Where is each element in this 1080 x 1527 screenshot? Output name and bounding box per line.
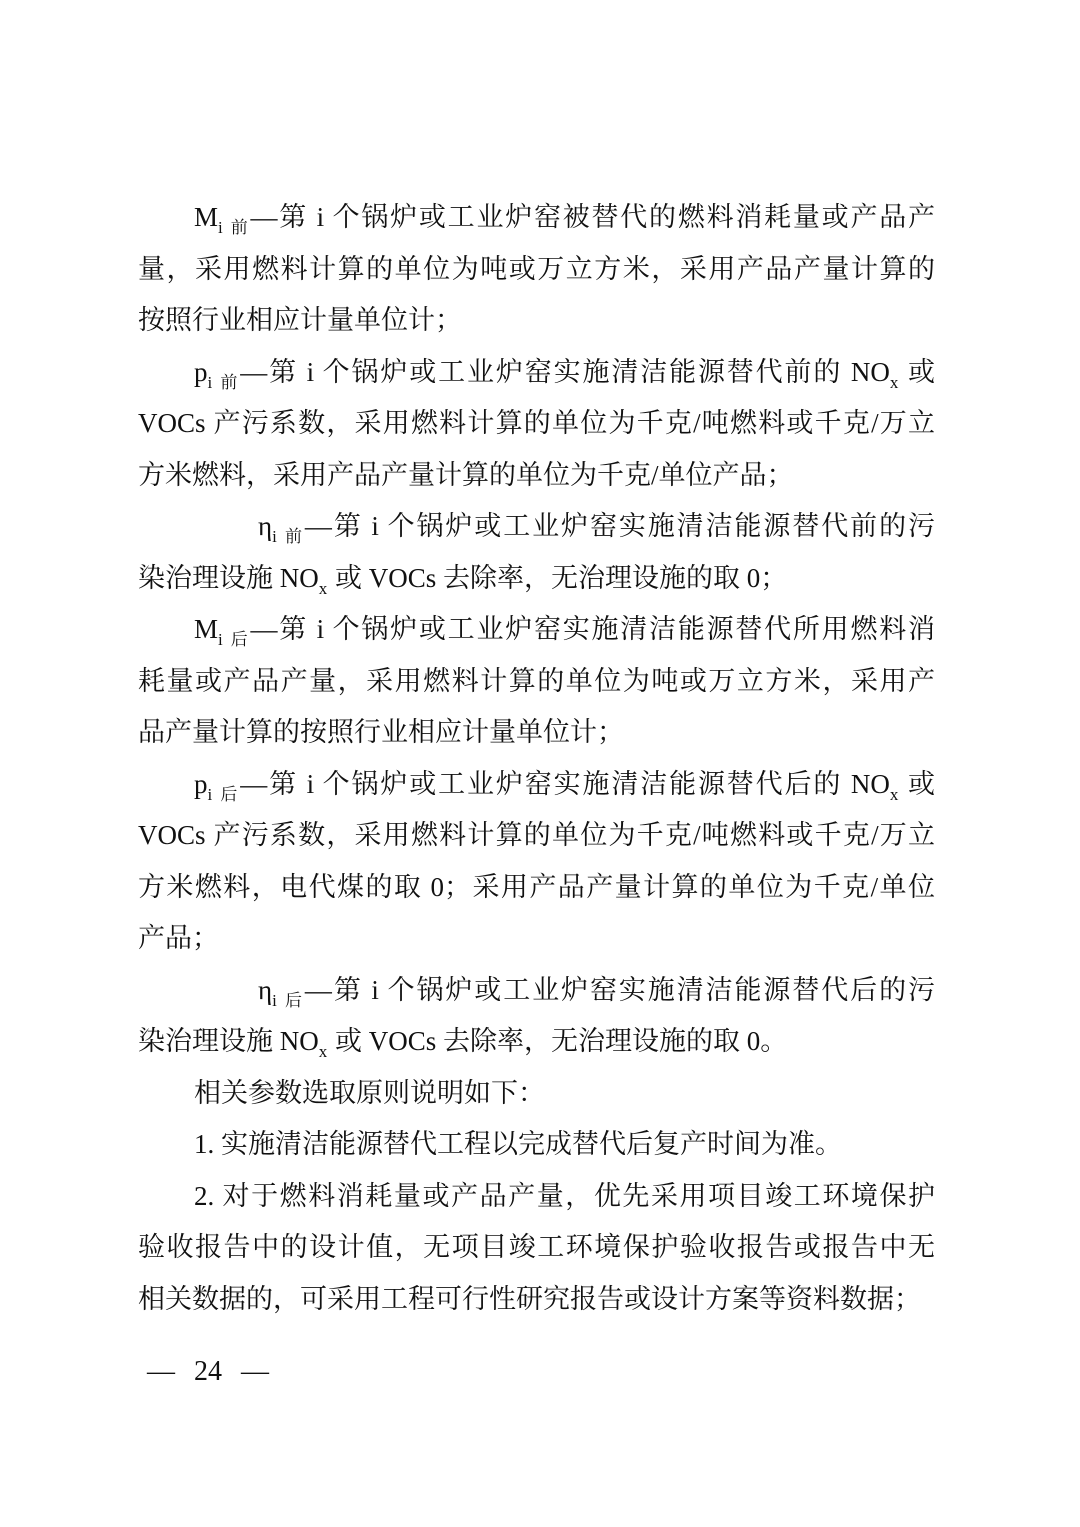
text-run: M xyxy=(194,202,219,232)
text-run: 品产量计算的按照行业相应计量单位计； xyxy=(138,717,624,747)
text-line xyxy=(138,604,935,656)
subscript: i 前 xyxy=(207,372,241,392)
text-line xyxy=(138,1016,935,1068)
text-line xyxy=(138,295,935,347)
text-line xyxy=(138,1222,935,1274)
text-run: 按照行业相应计量单位计； xyxy=(138,305,462,335)
subscript: x xyxy=(889,372,900,392)
text-line xyxy=(138,810,935,862)
text-line xyxy=(138,501,935,553)
text-line xyxy=(138,656,935,708)
text-run: 相关数据的，可采用工程可行性研究报告或设计方案等资料数据； xyxy=(138,1283,921,1314)
text-run: 染治理设施 NO xyxy=(138,562,319,593)
text-line xyxy=(138,1274,935,1326)
text-run: 或 VOCs 去除率，无治理设施的取 0。 xyxy=(328,1026,788,1056)
text-line xyxy=(138,862,935,914)
subscript: x xyxy=(889,784,900,804)
text-run: 或 xyxy=(899,768,936,799)
document-body xyxy=(138,192,935,1325)
text-line xyxy=(138,759,935,811)
text-run: 验收报告中的设计值，无项目竣工环境保护验收报告或报告中无 xyxy=(138,1232,935,1262)
text-run: 量，采用燃料计算的单位为吨或万立方米，采用产品产量计算的 xyxy=(138,253,935,284)
subscript: x xyxy=(318,1042,329,1061)
text-run: —第 i 个锅炉或工业炉窑被替代的燃料消耗量或产品产 xyxy=(250,202,935,232)
subscript: x xyxy=(318,578,329,598)
subscript: i 后 xyxy=(272,990,305,1010)
text-run: M xyxy=(194,614,219,644)
text-run: 耗量或产品产量，采用燃料计算的单位为吨或万立方米，采用产 xyxy=(138,665,935,696)
text-run: 1. 实施清洁能源替代工程以完成替代后复产时间为准。 xyxy=(194,1129,842,1159)
text-line xyxy=(138,347,935,399)
text-run: —第 i 个锅炉或工业炉窑实施清洁能源替代前的污 xyxy=(304,511,935,541)
text-run: η xyxy=(258,511,273,541)
text-line xyxy=(138,192,935,244)
text-line xyxy=(138,1171,935,1223)
text-line xyxy=(138,450,935,502)
subscript: i 前 xyxy=(272,527,305,546)
subscript: i 后 xyxy=(207,784,241,804)
text-run: 方米燃料，采用产品产量计算的单位为千克/单位产品； xyxy=(138,459,794,490)
text-run: 染治理设施 NO xyxy=(138,1026,319,1056)
text-run: —第 i 个锅炉或工业炉窑实施清洁能源替代所用燃料消 xyxy=(250,614,935,644)
text-run: 2. 对于燃料消耗量或产品产量，优先采用项目竣工环境保护 xyxy=(194,1180,935,1211)
text-run: 相关参数选取原则说明如下： xyxy=(194,1077,545,1108)
text-run: 或 VOCs 去除率，无治理设施的取 0； xyxy=(328,562,788,593)
text-run: —第 i 个锅炉或工业炉窑实施清洁能源替代后的 NO xyxy=(240,768,890,799)
text-line xyxy=(138,1068,935,1120)
text-line xyxy=(138,244,935,296)
subscript: i 前 xyxy=(218,218,251,237)
text-run: —第 i 个锅炉或工业炉窑实施清洁能源替代前的 NO xyxy=(240,356,890,387)
page-number: — 24 — xyxy=(147,1356,269,1387)
text-line xyxy=(138,965,935,1017)
text-run: VOCs 产污系数，采用燃料计算的单位为千克/吨燃料或千克/万立 xyxy=(138,408,935,438)
text-line xyxy=(138,913,935,965)
text-run: η xyxy=(258,974,273,1005)
text-line xyxy=(138,1119,935,1171)
text-run: VOCs 产污系数，采用燃料计算的单位为千克/吨燃料或千克/万立 xyxy=(138,820,935,850)
text-line xyxy=(138,553,935,605)
subscript: i 后 xyxy=(218,630,251,649)
text-run: p xyxy=(194,768,208,799)
text-run: 产品； xyxy=(138,923,219,953)
text-run: p xyxy=(194,356,208,387)
text-line xyxy=(138,398,935,450)
text-run: 或 xyxy=(899,356,936,387)
text-run: 方米燃料，电代煤的取 0；采用产品产量计算的单位为千克/单位 xyxy=(138,871,935,902)
text-line xyxy=(138,707,935,759)
text-run: —第 i 个锅炉或工业炉窑实施清洁能源替代后的污 xyxy=(304,974,935,1005)
